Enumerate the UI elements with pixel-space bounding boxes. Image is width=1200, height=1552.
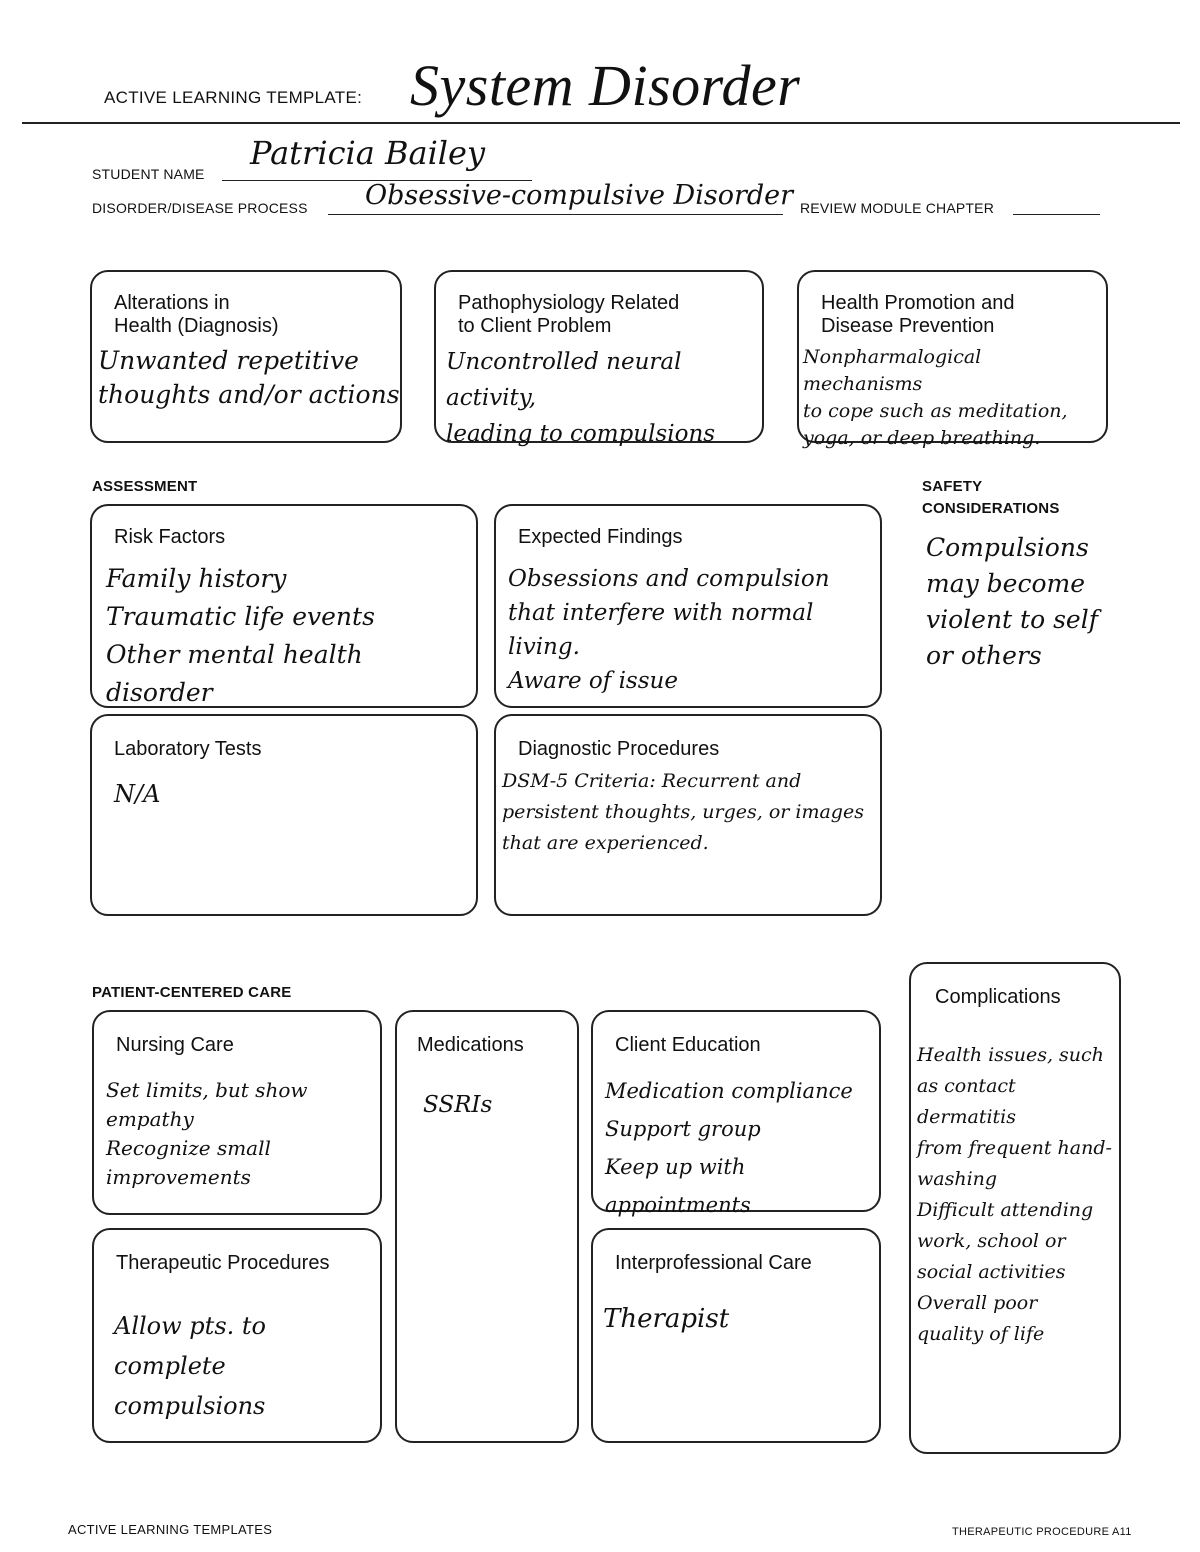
laboratory-tests-box: [90, 714, 478, 916]
client-education-title: Client Education: [615, 1034, 761, 1056]
therapeutic-procedures-box: [92, 1228, 382, 1443]
complications-answer: Health issues, such as contact dermatitis from frequent hand- washing Difficult attending work, school or social activities Overall poor quality of life: [917, 1044, 1112, 1345]
therapeutic-procedures-title: Therapeutic Procedures: [116, 1252, 330, 1274]
diagnostic-procedures-title: Diagnostic Procedures: [518, 738, 720, 760]
disorder-value: Obsessive-compulsive Disorder: [365, 180, 794, 211]
footer-right: THERAPEUTIC PROCEDURE A11: [952, 1526, 1132, 1538]
alterations-answer: Unwanted repetitive thoughts and/or actions: [98, 346, 400, 409]
interprofessional-care-box: [591, 1228, 881, 1443]
laboratory-tests-answer: N/A: [114, 780, 161, 808]
interprofessional-care-title: Interprofessional Care: [615, 1252, 812, 1274]
laboratory-tests-title: Laboratory Tests: [114, 738, 262, 760]
disorder-label: DISORDER/DISEASE PROCESS: [92, 200, 308, 216]
expected-findings-title: Expected Findings: [518, 526, 683, 548]
health-promotion-answer: Nonpharmalogical mechanisms to cope such as meditation, yoga, or deep breathing.: [803, 346, 1068, 449]
complications-title: Complications: [935, 986, 1061, 1008]
expected-findings-box: [494, 504, 882, 708]
alterations-title: Alterations in Health (Diagnosis): [114, 292, 279, 337]
alterations-box: [90, 270, 402, 443]
health-promotion-box: [797, 270, 1108, 449]
risk-factors-title: Risk Factors: [114, 526, 226, 548]
nursing-care-title: Nursing Care: [116, 1034, 234, 1056]
medications-title: Medications: [417, 1034, 524, 1056]
student-name-value: Patricia Bailey: [250, 134, 486, 172]
pathophysiology-answer: Uncontrolled neural activity, leading to compulsions: [446, 349, 716, 447]
patient-centered-care-section-label: PATIENT-CENTERED CARE: [92, 984, 292, 1001]
client-education-answer: Medication compliance Support group Keep up with appointments: [605, 1079, 853, 1217]
diagnostic-procedures-box: [494, 714, 882, 916]
risk-factors-answer: Family history Traumatic life events Other mental health disorder: [106, 564, 375, 707]
nursing-care-box: [92, 1010, 382, 1215]
medications-box: [395, 1010, 579, 1443]
therapeutic-procedures-answer: Allow pts. to complete compulsions: [114, 1312, 266, 1420]
page-title: System Disorder: [410, 53, 801, 118]
review-module-label: REVIEW MODULE CHAPTER: [800, 200, 994, 216]
pathophysiology-box: [434, 270, 764, 447]
pathophysiology-title: Pathophysiology Related to Client Problem: [458, 292, 680, 337]
safety-considerations-label: SAFETY CONSIDERATIONS: [922, 478, 1060, 517]
assessment-section-label: ASSESSMENT: [92, 478, 198, 495]
client-education-box: [591, 1010, 881, 1217]
safety-considerations-answer: Compulsions may become violent to self or others: [926, 533, 1098, 670]
template-label: ACTIVE LEARNING TEMPLATE:: [104, 88, 363, 107]
interprofessional-care-answer: Therapist: [603, 1304, 730, 1334]
complications-box: [909, 962, 1121, 1454]
health-promotion-title: Health Promotion and Disease Prevention: [821, 292, 1015, 337]
review-module-line: [1013, 214, 1100, 215]
disorder-line: [328, 214, 783, 215]
student-name-label: STUDENT NAME: [92, 166, 205, 182]
diagnostic-procedures-answer: DSM-5 Criteria: Recurrent and persistent thoughts, urges, or images that are experienced.: [502, 770, 864, 854]
footer-left: ACTIVE LEARNING TEMPLATES: [68, 1522, 273, 1537]
medications-answer: SSRIs: [423, 1092, 493, 1118]
header-rule: [22, 122, 1180, 124]
nursing-care-answer: Set limits, but show empathy Recognize small improvements: [106, 1078, 308, 1189]
risk-factors-box: [90, 504, 478, 708]
expected-findings-answer: Obsessions and compulsion that interfere with normal living. Aware of issue: [508, 566, 830, 694]
